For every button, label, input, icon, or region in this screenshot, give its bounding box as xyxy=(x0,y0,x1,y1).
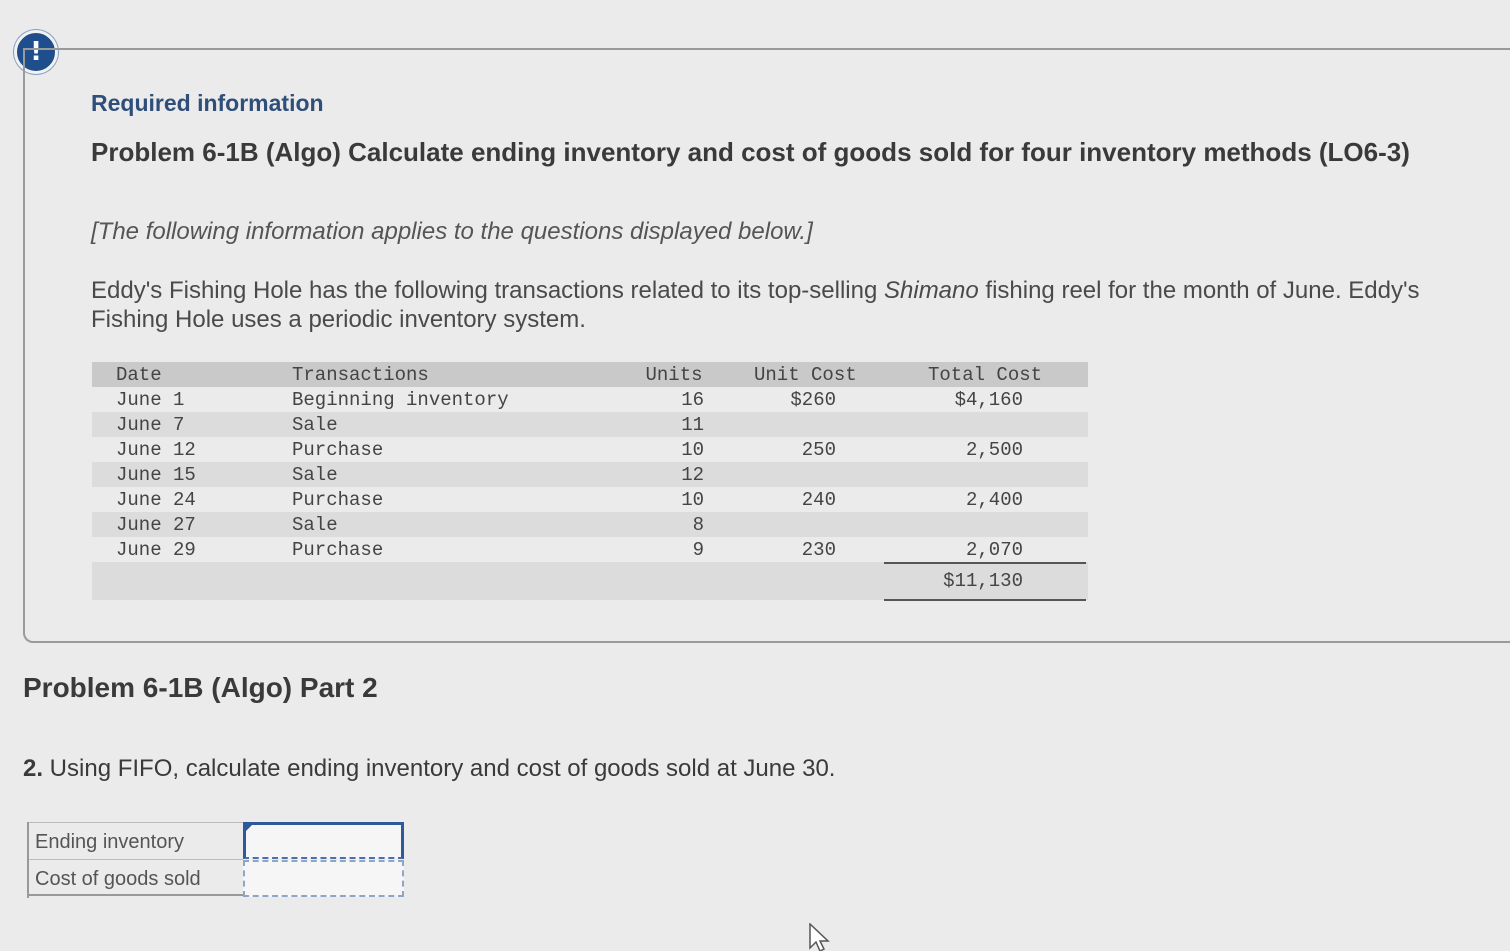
row-date: June 7 xyxy=(116,414,185,436)
row-date: June 15 xyxy=(116,464,196,486)
row-unit-cost: $260 xyxy=(790,389,836,411)
row-unit-cost: 250 xyxy=(801,439,836,461)
part-title: Problem 6-1B (Algo) Part 2 xyxy=(23,672,378,703)
row-units: 11 xyxy=(681,414,704,436)
header-unit-cost: Unit Cost xyxy=(754,364,857,386)
question-body: Using FIFO, calculate ending inventory and cost of goods sold at June 30. xyxy=(43,755,836,782)
header-total-cost: Total Cost xyxy=(928,364,1043,386)
row-units: 8 xyxy=(692,514,704,536)
row-unit-cost: 230 xyxy=(801,539,836,561)
row-transaction: Sale xyxy=(292,464,338,486)
table-row xyxy=(92,487,1088,512)
row-units: 10 xyxy=(681,439,704,461)
table-total-row xyxy=(92,562,1088,600)
row-transaction: Purchase xyxy=(292,439,384,461)
row-date: June 1 xyxy=(116,389,185,411)
table-row xyxy=(92,512,1088,537)
description-text-start: Eddy's Fishing Hole has the following transactions related to its top-selling xyxy=(91,277,884,304)
row-date: June 12 xyxy=(116,439,196,461)
exclamation-icon: ! xyxy=(14,30,58,74)
table-row xyxy=(92,462,1088,487)
transactions-table xyxy=(92,362,1088,600)
row-units: 10 xyxy=(681,489,704,511)
mouse-pointer-icon xyxy=(808,923,832,951)
row-transaction: Purchase xyxy=(292,539,384,561)
row-units: 9 xyxy=(692,539,704,561)
row-total-cost: $4,160 xyxy=(954,389,1023,411)
row-total-cost: 2,500 xyxy=(965,439,1023,461)
description-text-end: fishing reel for the month of June. Eddy's Fishing Hole uses a periodic inventory system. xyxy=(91,277,1420,333)
row-unit-cost: 240 xyxy=(801,489,836,511)
problem-description xyxy=(91,276,1451,334)
row-units: 12 xyxy=(681,464,704,486)
ending-inventory-input[interactable] xyxy=(243,822,404,859)
row-date: June 29 xyxy=(116,539,196,561)
ending-inventory-label: Ending inventory xyxy=(29,822,243,859)
cost-of-goods-sold-label: Cost of goods sold xyxy=(29,859,243,896)
row-total-cost: 2,400 xyxy=(965,489,1023,511)
table-row xyxy=(92,537,1088,562)
header-date: Date xyxy=(116,364,162,386)
row-transaction: Beginning inventory xyxy=(292,389,509,411)
cost-of-goods-sold-input[interactable] xyxy=(243,860,404,897)
header-transactions: Transactions xyxy=(292,364,429,386)
problem-title: Problem 6-1B (Algo) Calculate ending inventory and cost of goods sold for four inventory methods (LO6-3) xyxy=(91,137,1410,167)
answer-grid xyxy=(27,822,404,898)
row-units: 16 xyxy=(681,389,704,411)
table-header-row xyxy=(92,362,1088,387)
row-date: June 24 xyxy=(116,489,196,511)
row-total-cost: 2,070 xyxy=(965,539,1023,561)
description-brand: Shimano xyxy=(884,277,979,304)
total-rule-bottom xyxy=(884,599,1086,601)
row-transaction: Sale xyxy=(292,414,338,436)
applies-note: [The following information applies to the questions displayed below.] xyxy=(91,218,813,245)
row-transaction: Purchase xyxy=(292,489,384,511)
total-rule-top xyxy=(884,562,1086,564)
table-row xyxy=(92,412,1088,437)
required-information-heading: Required information xyxy=(91,90,324,116)
table-row xyxy=(92,437,1088,462)
question-number: 2. xyxy=(23,755,44,782)
question-text xyxy=(23,755,835,783)
header-units: Units xyxy=(645,364,703,386)
table-row xyxy=(92,387,1088,412)
row-date: June 27 xyxy=(116,514,196,536)
active-cell-marker xyxy=(245,824,253,832)
grand-total: $11,130 xyxy=(943,570,1023,592)
row-transaction: Sale xyxy=(292,514,338,536)
